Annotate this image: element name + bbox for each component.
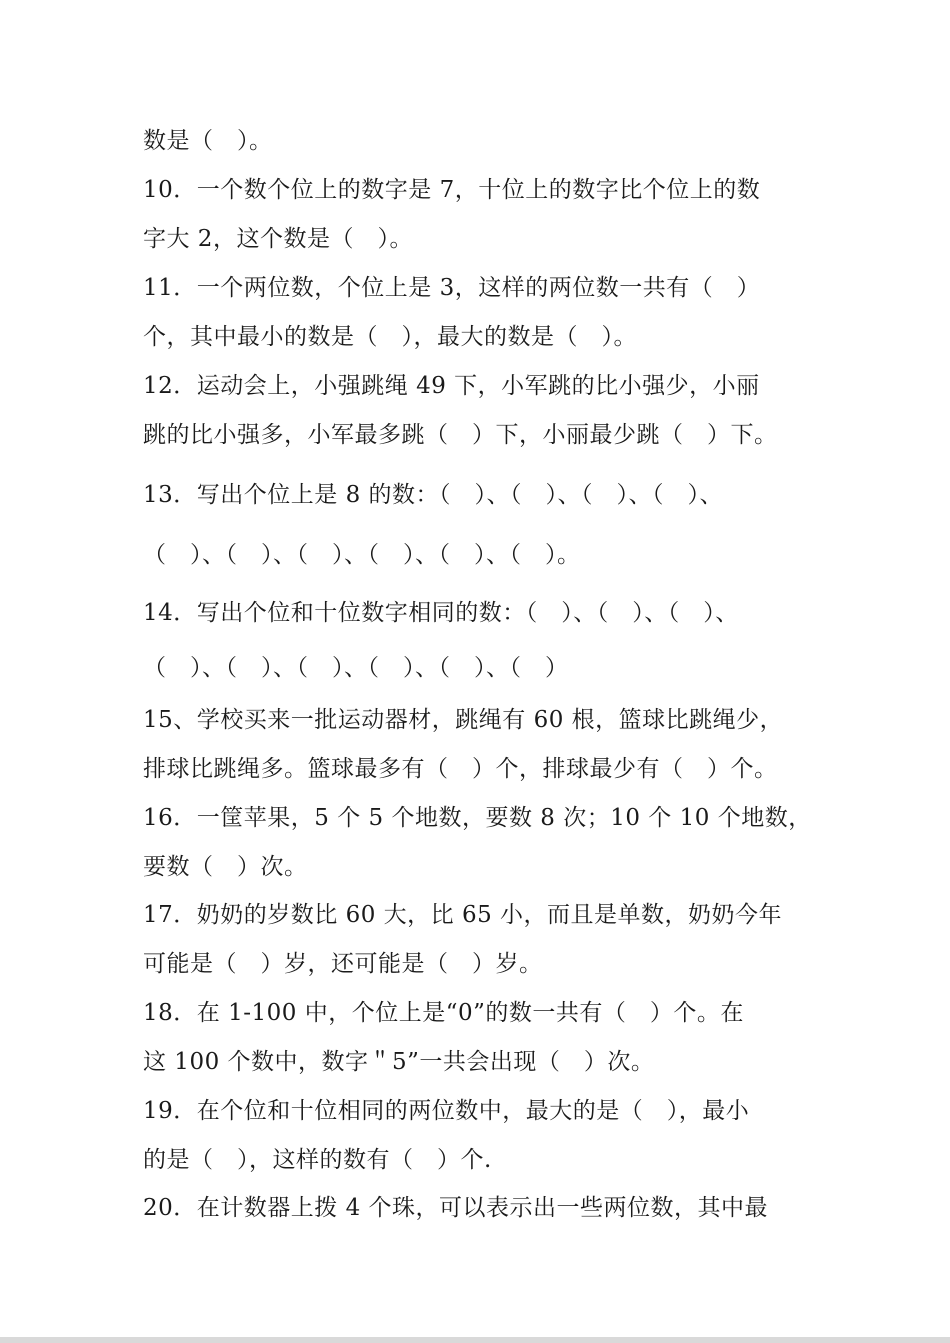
question-20-line-1: 20．在计数器上拨 4 个珠，可以表示出一些两位数，其中最 bbox=[143, 1195, 769, 1221]
question-16-line-2: 要数（ ）次。 bbox=[143, 854, 308, 880]
question-10-line-1: 10．一个数个位上的数字是 7，十位上的数字比个位上的数 bbox=[143, 177, 761, 203]
question-19-line-2: 的是（ ），这样的数有（ ）个. bbox=[143, 1147, 492, 1173]
question-15-line-1: 15、学校买来一批运动器材，跳绳有 60 根，篮球比跳绳少， bbox=[143, 707, 784, 733]
question-17-line-1: 17．奶奶的岁数比 60 大，比 65 小，而且是单数，奶奶今年 bbox=[143, 902, 783, 928]
question-19-line-1: 19．在个位和十位相同的两位数中，最大的是（ ），最小 bbox=[143, 1098, 750, 1124]
question-12-line-1: 12．运动会上，小强跳绳 49 下，小军跳的比小强少，小丽 bbox=[143, 373, 760, 399]
page-bottom-edge bbox=[0, 1337, 950, 1343]
question-18-line-1: 18．在 1-100 中，个位上是“0”的数一共有（ ）个。在 bbox=[143, 1000, 744, 1026]
question-14-line-2: （ ）、（ ）、（ ）、（ ）、（ ）、（ ） bbox=[143, 655, 569, 681]
question-13-line-2: （ ）、（ ）、（ ）、（ ）、（ ）、（ ）。 bbox=[143, 542, 581, 568]
question-13-line-1: 13．写出个位上是 8 的数：（ ）、（ ）、（ ）、（ ）、 bbox=[143, 482, 724, 508]
question-12-line-2: 跳的比小强多，小军最多跳（ ）下，小丽最少跳（ ）下。 bbox=[143, 422, 778, 448]
question-11-line-2: 个，其中最小的数是（ ），最大的数是（ ）。 bbox=[143, 324, 637, 350]
question-17-line-2: 可能是（ ）岁，还可能是（ ）岁。 bbox=[143, 951, 543, 977]
question-16-line-1: 16．一筐苹果，5 个 5 个地数，要数 8 次；10 个 10 个地数， bbox=[143, 805, 812, 831]
question-11-line-1: 11．一个两位数，个位上是 3，这样的两位数一共有（ ） bbox=[143, 275, 761, 301]
question-14-line-1: 14．写出个位和十位数字相同的数：（ ）、（ ）、（ ）、 bbox=[143, 600, 739, 626]
question-15-line-2: 排球比跳绳多。篮球最多有（ ）个，排球最少有（ ）个。 bbox=[143, 756, 778, 782]
text-line: 数是（ ）。 bbox=[143, 128, 273, 154]
question-18-line-2: 这 100 个数中，数字＂5”一共会出现（ ）次。 bbox=[143, 1049, 655, 1075]
question-10-line-2: 字大 2，这个数是（ ）。 bbox=[143, 226, 413, 252]
